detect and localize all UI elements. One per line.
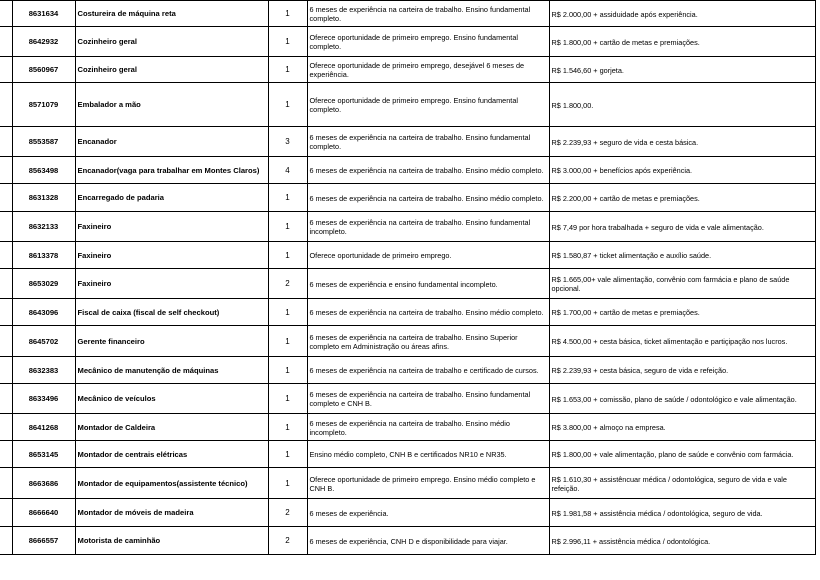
salary-benefits: R$ 3.800,00 + almoço na empresa. — [549, 414, 815, 441]
job-title: Faxineiro — [75, 242, 268, 269]
job-title: Mecânico de veículos — [75, 384, 268, 414]
vacancy-count: 1 — [268, 299, 307, 326]
vacancy-count: 2 — [268, 269, 307, 299]
job-code: 8666557 — [12, 527, 75, 555]
job-requirements: 6 meses de experiência e ensino fundamental incompleto. — [307, 269, 549, 299]
job-code: 8641268 — [12, 414, 75, 441]
table-row — [0, 83, 815, 127]
table-row — [0, 184, 815, 212]
job-code: 8643096 — [12, 299, 75, 326]
job-title: Encarregado de padaria — [75, 184, 268, 212]
job-title: Embalador a mão — [75, 83, 268, 127]
job-code: 8642932 — [12, 27, 75, 57]
vacancy-count: 2 — [268, 527, 307, 555]
salary-benefits: R$ 1.800,00. — [549, 83, 815, 127]
vacancy-count: 1 — [268, 441, 307, 468]
job-requirements: Oferece oportunidade de primeiro emprego. Ensino médio completo e CNH B. — [307, 468, 549, 499]
job-requirements: 6 meses de experiência na carteira de trabalho. Ensino médio completo. — [307, 299, 549, 326]
job-requirements: Oferece oportunidade de primeiro emprego. Ensino fundamental completo. — [307, 27, 549, 57]
row-margin-cell — [0, 127, 12, 157]
table-row — [0, 499, 815, 527]
job-title: Motorista de caminhão — [75, 527, 268, 555]
job-requirements: 6 meses de experiência, CNH D e disponibilidade para viajar. — [307, 527, 549, 555]
job-title: Cozinheiro geral — [75, 57, 268, 83]
job-code: 8560967 — [12, 57, 75, 83]
job-code: 8553587 — [12, 127, 75, 157]
salary-benefits: R$ 1.580,87 + ticket alimentação e auxílio saúde. — [549, 242, 815, 269]
job-code: 8653145 — [12, 441, 75, 468]
job-code: 8633496 — [12, 384, 75, 414]
vacancy-count: 1 — [268, 57, 307, 83]
job-title: Costureira de máquina reta — [75, 1, 268, 27]
salary-benefits: R$ 2.000,00 + assiduidade após experiência. — [549, 1, 815, 27]
job-code: 8645702 — [12, 326, 75, 357]
job-code: 8653029 — [12, 269, 75, 299]
salary-benefits: R$ 1.700,00 + cartão de metas e premiações. — [549, 299, 815, 326]
job-requirements: 6 meses de experiência na carteira de trabalho. Ensino médio incompleto. — [307, 414, 549, 441]
table-row — [0, 1, 815, 27]
job-code: 8666640 — [12, 499, 75, 527]
salary-benefits: R$ 2.239,93 + cesta básica, seguro de vida e refeição. — [549, 357, 815, 384]
salary-benefits: R$ 7,49 por hora trabalhada + seguro de vida e vale alimentação. — [549, 212, 815, 242]
row-margin-cell — [0, 242, 12, 269]
salary-benefits: R$ 1.800,00 + cartão de metas e premiações. — [549, 27, 815, 57]
vacancy-count: 1 — [268, 414, 307, 441]
vacancy-count: 1 — [268, 384, 307, 414]
salary-benefits: R$ 1.653,00 + comissão, plano de saúde / odontológico e vale alimentação. — [549, 384, 815, 414]
table-row — [0, 212, 815, 242]
salary-benefits: R$ 2.239,93 + seguro de vida e cesta básica. — [549, 127, 815, 157]
row-margin-cell — [0, 299, 12, 326]
job-code: 8563498 — [12, 157, 75, 184]
salary-benefits: R$ 1.610,30 + assistêncuar médica / odontológica, seguro de vida e vale refeição. — [549, 468, 815, 499]
vacancy-count: 1 — [268, 212, 307, 242]
row-margin-cell — [0, 441, 12, 468]
row-margin-cell — [0, 157, 12, 184]
row-margin-cell — [0, 357, 12, 384]
job-requirements: Oferece oportunidade de primeiro emprego. Ensino fundamental completo. — [307, 83, 549, 127]
table-row — [0, 127, 815, 157]
vacancy-count: 1 — [268, 83, 307, 127]
job-requirements: Oferece oportunidade de primeiro emprego. — [307, 242, 549, 269]
vacancy-count: 1 — [268, 468, 307, 499]
job-listings-body — [0, 1, 815, 555]
job-title: Montador de móveis de madeira — [75, 499, 268, 527]
row-margin-cell — [0, 184, 12, 212]
job-code: 8571079 — [12, 83, 75, 127]
salary-benefits: R$ 1.546,60 + gorjeta. — [549, 57, 815, 83]
job-requirements: 6 meses de experiência na carteira de trabalho. Ensino fundamental completo e CNH B. — [307, 384, 549, 414]
vacancy-count: 2 — [268, 499, 307, 527]
job-requirements: 6 meses de experiência. — [307, 499, 549, 527]
job-title: Mecânico de manutenção de máquinas — [75, 357, 268, 384]
table-row — [0, 27, 815, 57]
job-title: Encanador(vaga para trabalhar em Montes Claros) — [75, 157, 268, 184]
job-code: 8631634 — [12, 1, 75, 27]
salary-benefits: R$ 1.665,00+ vale alimentação, convênio com farmácia e plano de saúde opcional. — [549, 269, 815, 299]
job-requirements: Ensino médio completo, CNH B e certificados NR10 e NR35. — [307, 441, 549, 468]
vacancy-count: 1 — [268, 357, 307, 384]
job-title: Fiscal de caixa (fiscal de self checkout) — [75, 299, 268, 326]
vacancy-count: 1 — [268, 326, 307, 357]
vacancy-count: 1 — [268, 242, 307, 269]
row-margin-cell — [0, 83, 12, 127]
table-row — [0, 57, 815, 83]
row-margin-cell — [0, 212, 12, 242]
job-requirements: 6 meses de experiência na carteira de trabalho. Ensino médio completo. — [307, 184, 549, 212]
job-requirements: 6 meses de experiência na carteira de trabalho e certificado de cursos. — [307, 357, 549, 384]
row-margin-cell — [0, 499, 12, 527]
job-requirements: 6 meses de experiência na carteira de trabalho. Ensino fundamental completo. — [307, 127, 549, 157]
salary-benefits: R$ 1.800,00 + vale alimentação, plano de saúde e convênio com farmácia. — [549, 441, 815, 468]
salary-benefits: R$ 3.000,00 + benefícios após experiência. — [549, 157, 815, 184]
job-requirements: Oferece oportunidade de primeiro emprego, desejável 6 meses de experiência. — [307, 57, 549, 83]
salary-benefits: R$ 2.996,11 + assistência médica / odontológica. — [549, 527, 815, 555]
vacancy-count: 4 — [268, 157, 307, 184]
vacancy-count: 3 — [268, 127, 307, 157]
job-title: Gerente financeiro — [75, 326, 268, 357]
job-title: Faxineiro — [75, 212, 268, 242]
table-row — [0, 357, 815, 384]
row-margin-cell — [0, 27, 12, 57]
table-row — [0, 242, 815, 269]
table-row — [0, 527, 815, 555]
table-row — [0, 441, 815, 468]
row-margin-cell — [0, 326, 12, 357]
table-row — [0, 384, 815, 414]
table-row — [0, 468, 815, 499]
vacancy-count: 1 — [268, 1, 307, 27]
row-margin-cell — [0, 57, 12, 83]
job-requirements: 6 meses de experiência na carteira de trabalho. Ensino médio completo. — [307, 157, 549, 184]
job-requirements: 6 meses de experiência na carteira de trabalho. Ensino Superior completo em Administração ou áreas afins. — [307, 326, 549, 357]
job-title: Montador de equipamentos(assistente técnico) — [75, 468, 268, 499]
row-margin-cell — [0, 269, 12, 299]
job-title: Faxineiro — [75, 269, 268, 299]
salary-benefits: R$ 1.981,58 + assistência médica / odontológica, seguro de vida. — [549, 499, 815, 527]
job-code: 8632383 — [12, 357, 75, 384]
job-code: 8613378 — [12, 242, 75, 269]
vacancy-count: 1 — [268, 27, 307, 57]
table-row — [0, 269, 815, 299]
row-margin-cell — [0, 1, 12, 27]
row-margin-cell — [0, 468, 12, 499]
job-title: Montador de Caldeira — [75, 414, 268, 441]
row-margin-cell — [0, 384, 12, 414]
job-title: Montador de centrais elétricas — [75, 441, 268, 468]
table-row — [0, 326, 815, 357]
salary-benefits: R$ 2.200,00 + cartão de metas e premiações. — [549, 184, 815, 212]
table-row — [0, 414, 815, 441]
job-title: Encanador — [75, 127, 268, 157]
job-requirements: 6 meses de experiência na carteira de trabalho. Ensino fundamental completo. — [307, 1, 549, 27]
job-code: 8663686 — [12, 468, 75, 499]
job-title: Cozinheiro geral — [75, 27, 268, 57]
row-margin-cell — [0, 414, 12, 441]
job-code: 8632133 — [12, 212, 75, 242]
row-margin-cell — [0, 527, 12, 555]
table-row — [0, 299, 815, 326]
salary-benefits: R$ 4.500,00 + cesta básica, ticket alimentação e partiçipação nos lucros. — [549, 326, 815, 357]
job-requirements: 6 meses de experiência na carteira de trabalho. Ensino fundamental incompleto. — [307, 212, 549, 242]
job-code: 8631328 — [12, 184, 75, 212]
vacancy-count: 1 — [268, 184, 307, 212]
table-row — [0, 157, 815, 184]
